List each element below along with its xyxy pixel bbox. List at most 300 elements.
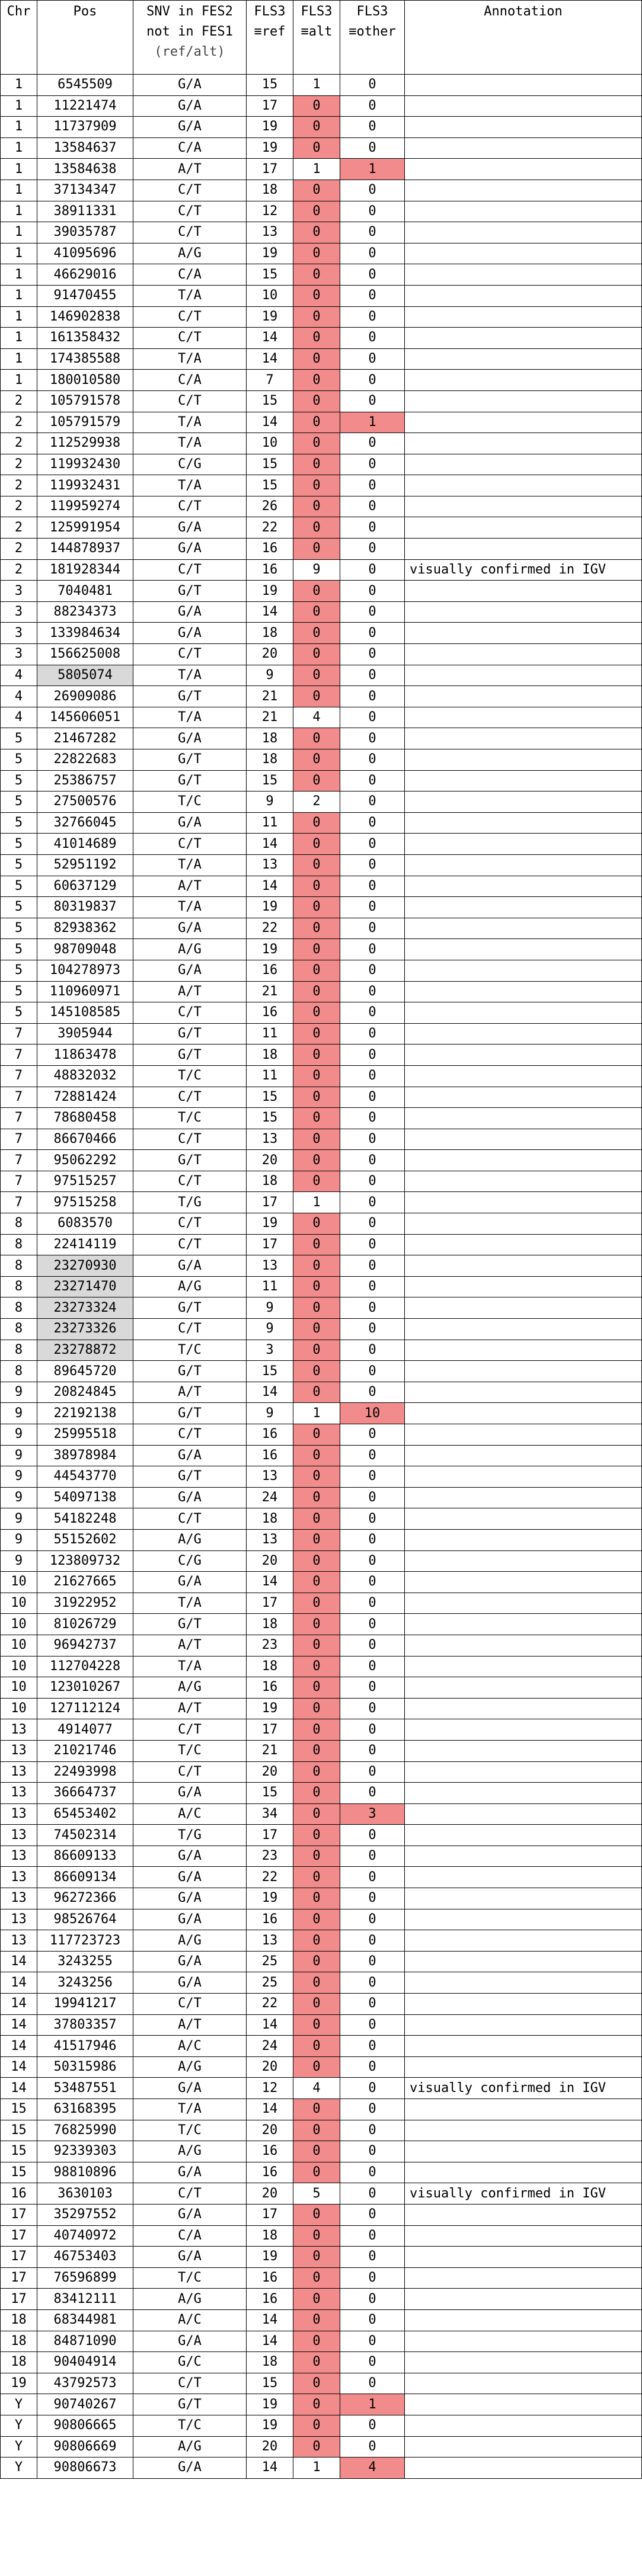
cell-ref: 16 xyxy=(247,1909,293,1930)
cell-alt: 0 xyxy=(293,1909,340,1930)
cell-annotation xyxy=(405,2162,642,2183)
cell-ref: 12 xyxy=(247,201,293,222)
cell-snv: C/T xyxy=(133,328,247,349)
cell-snv: G/T xyxy=(133,1466,247,1488)
table-header xyxy=(1,1,642,75)
cell-pos: 23273326 xyxy=(37,1319,133,1340)
cell-alt: 0 xyxy=(293,728,340,749)
cell-chr: 13 xyxy=(1,1909,37,1930)
cell-annotation xyxy=(405,201,642,222)
cell-alt: 0 xyxy=(293,1023,340,1045)
cell-other: 0 xyxy=(340,1192,405,1213)
cell-ref: 17 xyxy=(247,1593,293,1614)
cell-alt: 0 xyxy=(293,2415,340,2436)
cell-chr: 7 xyxy=(1,1023,37,1045)
cell-alt: 1 xyxy=(293,159,340,180)
cell-alt: 0 xyxy=(293,2436,340,2458)
cell-other: 0 xyxy=(340,686,405,707)
table-row xyxy=(1,1297,642,1319)
cell-pos: 22192138 xyxy=(37,1403,133,1424)
table-row xyxy=(1,686,642,707)
table-row xyxy=(1,1740,642,1761)
cell-alt: 0 xyxy=(293,1045,340,1066)
cell-other: 0 xyxy=(340,1382,405,1403)
cell-pos: 180010580 xyxy=(37,370,133,391)
cell-pos: 60637129 xyxy=(37,876,133,897)
cell-alt: 0 xyxy=(293,1635,340,1656)
cell-chr: 13 xyxy=(1,1761,37,1783)
cell-alt: 0 xyxy=(293,1888,340,1909)
cell-chr: 9 xyxy=(1,1424,37,1446)
table-row xyxy=(1,792,642,813)
cell-chr: 1 xyxy=(1,117,37,138)
cell-chr: 14 xyxy=(1,1951,37,1972)
cell-other: 0 xyxy=(340,918,405,939)
cell-snv: C/T xyxy=(133,180,247,201)
cell-snv: T/A xyxy=(133,348,247,370)
cell-alt: 0 xyxy=(293,1234,340,1255)
table-row xyxy=(1,2183,642,2205)
cell-ref: 19 xyxy=(247,2394,293,2415)
cell-annotation xyxy=(405,117,642,138)
cell-chr: 8 xyxy=(1,1276,37,1297)
cell-snv: G/T xyxy=(133,686,247,707)
cell-snv: G/A xyxy=(133,1951,247,1972)
cell-annotation xyxy=(405,2099,642,2120)
cell-snv: A/G xyxy=(133,1276,247,1297)
cell-annotation xyxy=(405,1192,642,1213)
cell-pos: 125991954 xyxy=(37,517,133,539)
table-row xyxy=(1,1424,642,1446)
cell-annotation xyxy=(405,433,642,454)
cell-pos: 89645720 xyxy=(37,1361,133,1382)
cell-alt: 0 xyxy=(293,623,340,644)
cell-other: 0 xyxy=(340,876,405,897)
cell-alt: 0 xyxy=(293,1761,340,1783)
cell-pos: 41095696 xyxy=(37,243,133,264)
table-row xyxy=(1,1276,642,1297)
cell-alt: 0 xyxy=(293,1276,340,1297)
cell-alt: 0 xyxy=(293,137,340,159)
cell-other: 0 xyxy=(340,243,405,264)
cell-other: 0 xyxy=(340,2141,405,2162)
cell-alt: 0 xyxy=(293,2141,340,2162)
cell-alt: 9 xyxy=(293,559,340,581)
cell-snv: C/T xyxy=(133,1424,247,1446)
cell-ref: 9 xyxy=(247,665,293,686)
cell-snv: T/C xyxy=(133,1340,247,1361)
cell-chr: 10 xyxy=(1,1614,37,1635)
cell-snv: A/G xyxy=(133,939,247,960)
cell-chr: 5 xyxy=(1,770,37,792)
cell-snv: G/A xyxy=(133,601,247,623)
cell-other: 0 xyxy=(340,981,405,1002)
cell-ref: 22 xyxy=(247,1994,293,2015)
cell-snv: G/A xyxy=(133,1846,247,1867)
cell-other: 0 xyxy=(340,328,405,349)
cell-other: 0 xyxy=(340,433,405,454)
cell-snv: A/T xyxy=(133,981,247,1002)
cell-ref: 12 xyxy=(247,2078,293,2099)
cell-alt: 0 xyxy=(293,539,340,560)
cell-ref: 20 xyxy=(247,1761,293,1783)
cell-annotation xyxy=(405,1129,642,1150)
cell-ref: 21 xyxy=(247,981,293,1002)
cell-ref: 14 xyxy=(247,876,293,897)
cell-annotation xyxy=(405,264,642,286)
cell-other: 0 xyxy=(340,306,405,328)
cell-other: 0 xyxy=(340,517,405,539)
cell-alt: 1 xyxy=(293,1403,340,1424)
cell-pos: 41517946 xyxy=(37,2036,133,2057)
cell-alt: 0 xyxy=(293,1656,340,1677)
table-row xyxy=(1,1213,642,1235)
table-row xyxy=(1,1550,642,1572)
header-other-line-1: FLS3 xyxy=(356,4,388,19)
cell-other: 0 xyxy=(340,1234,405,1255)
cell-alt: 0 xyxy=(293,1867,340,1888)
cell-chr: 9 xyxy=(1,1550,37,1572)
cell-snv: A/G xyxy=(133,1529,247,1550)
cell-ref: 18 xyxy=(247,1614,293,1635)
cell-other: 0 xyxy=(340,370,405,391)
cell-ref: 16 xyxy=(247,2289,293,2310)
cell-other: 0 xyxy=(340,1825,405,1846)
cell-pos: 25386757 xyxy=(37,770,133,792)
cell-chr: 8 xyxy=(1,1361,37,1382)
cell-chr: 9 xyxy=(1,1382,37,1403)
table-row xyxy=(1,2162,642,2183)
cell-chr: 10 xyxy=(1,1656,37,1677)
cell-alt: 0 xyxy=(293,2225,340,2247)
cell-pos: 119932431 xyxy=(37,475,133,496)
cell-annotation xyxy=(405,707,642,728)
cell-ref: 24 xyxy=(247,1487,293,1508)
table-row xyxy=(1,1361,642,1382)
table-row xyxy=(1,2036,642,2057)
cell-annotation xyxy=(405,2415,642,2436)
cell-annotation xyxy=(405,2247,642,2268)
table-row xyxy=(1,1677,642,1699)
cell-pos: 133984634 xyxy=(37,623,133,644)
cell-chr: 8 xyxy=(1,1234,37,1255)
cell-other: 0 xyxy=(340,117,405,138)
cell-annotation xyxy=(405,2331,642,2352)
cell-alt: 0 xyxy=(293,1529,340,1550)
cell-pos: 4914077 xyxy=(37,1719,133,1741)
cell-ref: 34 xyxy=(247,1803,293,1825)
cell-pos: 76596899 xyxy=(37,2267,133,2289)
cell-ref: 20 xyxy=(247,1550,293,1572)
cell-snv: G/T xyxy=(133,749,247,771)
cell-snv: T/G xyxy=(133,1825,247,1846)
cell-snv: G/A xyxy=(133,1487,247,1508)
cell-ref: 20 xyxy=(247,2183,293,2205)
cell-ref: 15 xyxy=(247,2373,293,2394)
cell-ref: 17 xyxy=(247,1234,293,1255)
cell-chr: Y xyxy=(1,2415,37,2436)
cell-other: 0 xyxy=(340,1614,405,1635)
cell-alt: 0 xyxy=(293,201,340,222)
table-row xyxy=(1,1846,642,1867)
cell-chr: Y xyxy=(1,2458,37,2479)
cell-alt: 1 xyxy=(293,1192,340,1213)
cell-alt: 0 xyxy=(293,1719,340,1741)
cell-other: 0 xyxy=(340,2099,405,2120)
cell-chr: 9 xyxy=(1,1529,37,1550)
header-snv xyxy=(133,1,247,75)
cell-alt: 0 xyxy=(293,1424,340,1446)
cell-ref: 13 xyxy=(247,854,293,876)
cell-snv: G/T xyxy=(133,1150,247,1171)
cell-alt: 0 xyxy=(293,2162,340,2183)
cell-chr: 1 xyxy=(1,201,37,222)
cell-pos: 105791579 xyxy=(37,412,133,433)
table-row xyxy=(1,1508,642,1530)
cell-annotation xyxy=(405,2014,642,2036)
cell-annotation xyxy=(405,2436,642,2458)
cell-ref: 14 xyxy=(247,2331,293,2352)
cell-snv: C/T xyxy=(133,2373,247,2394)
cell-snv: G/A xyxy=(133,1445,247,1466)
cell-snv: G/A xyxy=(133,517,247,539)
cell-pos: 40740972 xyxy=(37,2225,133,2247)
cell-ref: 14 xyxy=(247,328,293,349)
cell-pos: 117723723 xyxy=(37,1930,133,1952)
table-row xyxy=(1,475,642,496)
table-row xyxy=(1,834,642,855)
cell-ref: 21 xyxy=(247,707,293,728)
cell-other: 0 xyxy=(340,2056,405,2078)
cell-chr: 9 xyxy=(1,1508,37,1530)
cell-pos: 90806665 xyxy=(37,2415,133,2436)
cell-ref: 11 xyxy=(247,1023,293,1045)
cell-alt: 0 xyxy=(293,1129,340,1150)
cell-alt: 0 xyxy=(293,644,340,665)
cell-snv: T/G xyxy=(133,1192,247,1213)
cell-chr: 8 xyxy=(1,1255,37,1277)
cell-pos: 84871090 xyxy=(37,2331,133,2352)
cell-chr: 19 xyxy=(1,2373,37,2394)
cell-snv: C/T xyxy=(133,1213,247,1235)
cell-pos: 55152602 xyxy=(37,1529,133,1550)
cell-other: 0 xyxy=(340,601,405,623)
cell-ref: 14 xyxy=(247,1382,293,1403)
cell-alt: 0 xyxy=(293,2204,340,2225)
cell-chr: 14 xyxy=(1,2014,37,2036)
table-row xyxy=(1,981,642,1002)
table-row xyxy=(1,2373,642,2394)
table-row xyxy=(1,264,642,286)
cell-pos: 110960971 xyxy=(37,981,133,1002)
cell-pos: 112704228 xyxy=(37,1656,133,1677)
cell-annotation xyxy=(405,285,642,306)
table-row xyxy=(1,1994,642,2015)
cell-annotation xyxy=(405,1023,642,1045)
table-row xyxy=(1,2204,642,2225)
cell-other: 1 xyxy=(340,2394,405,2415)
cell-annotation xyxy=(405,812,642,834)
cell-snv: T/A xyxy=(133,2099,247,2120)
cell-snv: C/T xyxy=(133,559,247,581)
cell-other: 0 xyxy=(340,95,405,117)
cell-annotation xyxy=(405,2352,642,2373)
cell-chr: 7 xyxy=(1,1150,37,1171)
table-row xyxy=(1,348,642,370)
cell-annotation xyxy=(405,1340,642,1361)
cell-snv: G/A xyxy=(133,1867,247,1888)
cell-snv: C/T xyxy=(133,1719,247,1741)
cell-annotation xyxy=(405,1361,642,1382)
cell-snv: C/A xyxy=(133,264,247,286)
cell-snv: G/A xyxy=(133,728,247,749)
cell-other: 0 xyxy=(340,1508,405,1530)
table-row xyxy=(1,1234,642,1255)
table-row xyxy=(1,2331,642,2352)
cell-pos: 78680458 xyxy=(37,1108,133,1129)
cell-chr: 7 xyxy=(1,1129,37,1150)
table-row xyxy=(1,644,642,665)
cell-other: 3 xyxy=(340,1803,405,1825)
cell-pos: 13584638 xyxy=(37,159,133,180)
cell-pos: 38978984 xyxy=(37,1445,133,1466)
cell-pos: 95062292 xyxy=(37,1150,133,1171)
cell-chr: 13 xyxy=(1,1867,37,1888)
cell-snv: G/A xyxy=(133,1783,247,1804)
cell-alt: 0 xyxy=(293,1445,340,1466)
cell-chr: 2 xyxy=(1,496,37,517)
table-row xyxy=(1,1382,642,1403)
cell-pos: 21021746 xyxy=(37,1740,133,1761)
table-row xyxy=(1,1466,642,1488)
cell-chr: 5 xyxy=(1,728,37,749)
cell-snv: T/A xyxy=(133,475,247,496)
cell-alt: 0 xyxy=(293,433,340,454)
table-row xyxy=(1,897,642,918)
header-alt-line-1: FLS3 xyxy=(301,4,333,19)
cell-pos: 52951192 xyxy=(37,854,133,876)
table-row xyxy=(1,1150,642,1171)
cell-alt: 0 xyxy=(293,95,340,117)
cell-ref: 18 xyxy=(247,1171,293,1192)
cell-annotation xyxy=(405,2458,642,2479)
cell-ref: 19 xyxy=(247,306,293,328)
table-row xyxy=(1,1867,642,1888)
cell-pos: 98709048 xyxy=(37,939,133,960)
cell-alt: 0 xyxy=(293,939,340,960)
cell-annotation xyxy=(405,897,642,918)
cell-chr: 7 xyxy=(1,1087,37,1108)
table-row xyxy=(1,1951,642,1972)
cell-ref: 9 xyxy=(247,1297,293,1319)
cell-other: 0 xyxy=(340,75,405,96)
cell-snv: G/T xyxy=(133,1045,247,1066)
cell-other: 0 xyxy=(340,559,405,581)
cell-chr: 7 xyxy=(1,1192,37,1213)
cell-annotation xyxy=(405,1719,642,1741)
cell-chr: 5 xyxy=(1,1002,37,1024)
cell-other: 0 xyxy=(340,539,405,560)
cell-pos: 23278872 xyxy=(37,1340,133,1361)
table-row xyxy=(1,1719,642,1741)
cell-annotation xyxy=(405,1909,642,1930)
header-snv-line-1: SNV in FES2 xyxy=(146,4,233,19)
cell-annotation xyxy=(405,370,642,391)
cell-ref: 9 xyxy=(247,1403,293,1424)
cell-snv: G/T xyxy=(133,2394,247,2415)
cell-ref: 15 xyxy=(247,475,293,496)
cell-ref: 14 xyxy=(247,2014,293,2036)
cell-ref: 11 xyxy=(247,1276,293,1297)
cell-alt: 0 xyxy=(293,1677,340,1699)
cell-pos: 161358432 xyxy=(37,328,133,349)
cell-annotation xyxy=(405,1677,642,1699)
cell-chr: 13 xyxy=(1,1888,37,1909)
cell-other: 0 xyxy=(340,2014,405,2036)
cell-pos: 96272366 xyxy=(37,1888,133,1909)
table-row xyxy=(1,854,642,876)
cell-ref: 14 xyxy=(247,1572,293,1593)
cell-chr: 17 xyxy=(1,2289,37,2310)
cell-ref: 15 xyxy=(247,264,293,286)
table-row xyxy=(1,1909,642,1930)
cell-annotation xyxy=(405,792,642,813)
header-snv-line-3: (ref/alt) xyxy=(154,44,225,59)
cell-alt: 0 xyxy=(293,876,340,897)
cell-chr: 18 xyxy=(1,2331,37,2352)
cell-chr: 7 xyxy=(1,1065,37,1087)
cell-ref: 19 xyxy=(247,1698,293,1719)
table-row xyxy=(1,939,642,960)
table-row xyxy=(1,2394,642,2415)
cell-alt: 0 xyxy=(293,2120,340,2141)
cell-other: 0 xyxy=(340,1951,405,1972)
cell-alt: 0 xyxy=(293,897,340,918)
cell-alt: 0 xyxy=(293,243,340,264)
cell-snv: T/A xyxy=(133,433,247,454)
cell-ref: 19 xyxy=(247,1888,293,1909)
cell-other: 0 xyxy=(340,1635,405,1656)
cell-other: 0 xyxy=(340,2162,405,2183)
cell-other: 0 xyxy=(340,2309,405,2331)
table-row xyxy=(1,2014,642,2036)
cell-annotation xyxy=(405,623,642,644)
cell-pos: 145606051 xyxy=(37,707,133,728)
cell-pos: 90806673 xyxy=(37,2458,133,2479)
cell-pos: 90740267 xyxy=(37,2394,133,2415)
cell-snv: G/T xyxy=(133,1023,247,1045)
cell-pos: 11737909 xyxy=(37,117,133,138)
cell-annotation xyxy=(405,1529,642,1550)
cell-pos: 97515258 xyxy=(37,1192,133,1213)
header-ref-line-1: FLS3 xyxy=(254,4,286,19)
cell-ref: 21 xyxy=(247,1740,293,1761)
cell-alt: 0 xyxy=(293,1550,340,1572)
cell-snv: G/A xyxy=(133,623,247,644)
cell-annotation xyxy=(405,75,642,96)
table-row xyxy=(1,328,642,349)
cell-snv: C/T xyxy=(133,222,247,243)
cell-ref: 22 xyxy=(247,517,293,539)
cell-alt: 4 xyxy=(293,2078,340,2099)
cell-alt: 0 xyxy=(293,285,340,306)
cell-chr: 14 xyxy=(1,2036,37,2057)
cell-chr: 1 xyxy=(1,264,37,286)
cell-alt: 0 xyxy=(293,2394,340,2415)
table-row xyxy=(1,581,642,602)
cell-annotation xyxy=(405,1445,642,1466)
cell-pos: 145108585 xyxy=(37,1002,133,1024)
